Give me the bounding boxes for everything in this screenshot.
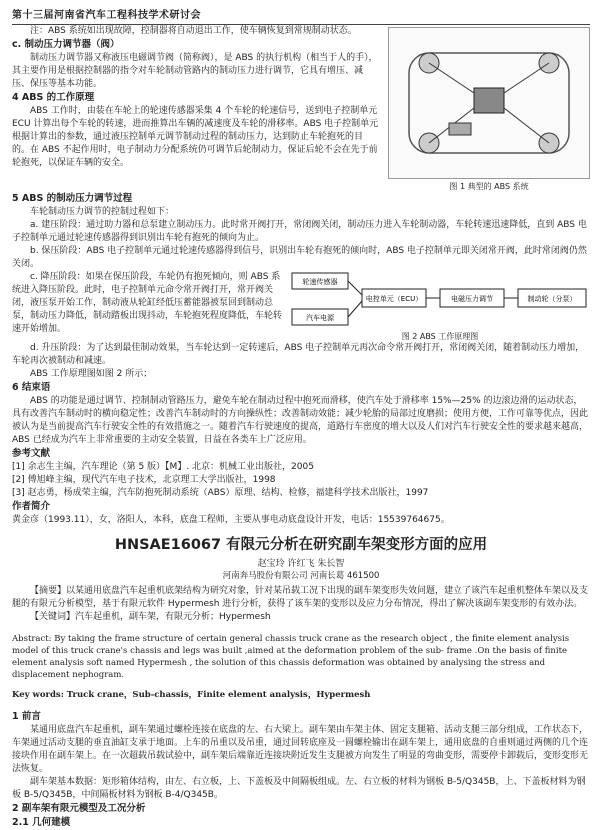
reference-item: [1] 余志生主编，汽车理论（第 5 版）【M】. 北京：机械工业出版社，2005 — [12, 462, 314, 472]
box-brake-wheel-label: 制动轮（分泵） — [527, 295, 577, 303]
references-heading: 参考文献 — [12, 448, 51, 459]
keywords-cn: 【关键词】汽车起重机，副车架，有限元分析；Hypermesh — [30, 612, 271, 622]
text-c: 制动压力调节器又称液压电磁调节阀（简称阀），是 ABS 的执行机构（相当于人的手），其主要作用是根据控制器的指令对车轮制动管路内的制动压力进行调节，它具有增压、减压、保压等基本功能。 — [12, 53, 378, 89]
text-section-6: ABS 的功能是通过调节、控制制动管路压力，避免车轮在制动过程中抱死而滑移，使汽车处于滑移率 15%—25% 的边滚边滑的运动状态，具有改善汽车制动时的横向稳定性；改善汽车制动时的方向操纵性；改善制动效能；减少轮胎的局部过度磨损；使用方便，工作可靠等优点，因此被认为是当前提高汽车行驶安全性的有效措施之一。随着汽车行驶速度的提高，道路行车密度的增大以及人们对汽车行驶安全性的要求越来越高，ABS 已经成为汽车上非常重要的主动安全装置，日益在各类车上广泛应用。 — [12, 396, 589, 445]
abstract-en: Abstract: By taking the frame structure of certain general chassis truck crane as the research object , the finite element analysis model of this truck crane's chassis and legs was built ,aimed at the deformation problem of the sub- frame .On the basis of finite element analysis soft named Hypermesh , the solution of this chassis deformation was obtained by analysing the stress and displacement nephogram. — [12, 633, 570, 680]
top-section — [12, 25, 590, 192]
ecu-block — [474, 88, 504, 113]
text-stage-d-tail: ABS 工作原理图如图 2 所示； — [30, 369, 153, 379]
box-power-label: 汽车电源 — [306, 314, 334, 322]
text-section-5-intro: 车轮制动压力调节的控制过程如下： — [30, 207, 175, 217]
figure-2 — [290, 271, 590, 342]
heading-section-6: 6 结束语 — [12, 382, 51, 393]
text-intro-2: 副车架基本数据：矩形箱体结构，由左、右立板，上、下盖板及中间隔板组成。左、右立板的材料为钢板 B-5/Q345B，上、下盖板材料为钢板 B-5/Q345B，中间隔板材料为钢板 B-4/Q345B。 — [12, 776, 586, 800]
paper-authors: 赵宝玲 许红飞 朱长智 — [257, 559, 345, 569]
left-column — [12, 25, 380, 192]
line-rr — [504, 108, 549, 143]
box-wheel-sensor-label: 轮速传感器 — [302, 278, 338, 286]
text-section-4: ABS 工作时，由装在车轮上的轮速传感器采集 4 个车轮的轮速信号，送到电子控制单元 ECU 计算出每个车轮的转速，进而推算出车辆的减速度及车轮的滑移率。ABS 电子控制单元根据计算出的参数，通过液压控制单元调节制动过程的制动压力，达到防止车轮抱死的目的。在 ABS 不起作用时，电子制动力分配系统仍可调节后轮制动力，保证后轮不会在先于前轮抱死，以保证车辆的安全。 — [12, 106, 379, 168]
abs-system-diagram — [388, 27, 590, 179]
heading-2: 2 副车架有限元模型及工况分析 — [12, 802, 146, 814]
box-pressure-mod-label: 电磁压力调节 — [451, 295, 493, 303]
figure-1 — [388, 25, 590, 192]
box-ecu-label: 电控单元（ECU） — [365, 295, 423, 303]
paper-title: HNSAE16067 有限元分析在研究副车架变形方面的应用 — [114, 537, 488, 553]
text-intro: 某通用底盘汽车起重机，副车架通过螺栓连接在底盘的左、右大梁上。副车架由车架主体、固定支腿箱、活动支腿三部分组成，工作状态下，车架通过活动支腿的垂直油缸支承于地面。上车的吊重以及吊重，通过回转底座及一圆螺栓输出在副车架上，通用底盘的自重则通过两侧的几个连接块作用在副车架上。在一次超载吊载试验中，副车架后端靠近连接块附近发生支腿被方向发生了明显的弯曲变形，需要停卡卸载后，变形变形无法恢复。 — [12, 724, 589, 774]
line-fl — [429, 63, 474, 93]
note-text: 注：ABS 系统如出现故障，控制器将自动退出工作，使车辆恢复到常规制动状态。 — [30, 26, 357, 36]
heading-1-intro: 1 前言 — [12, 710, 41, 722]
running-header: 第十三届河南省汽车工程科技学术研讨会 — [12, 6, 590, 25]
reference-item: [3] 赵志勇，杨成荣主编，汽车防抱死制动系统（ABS）原理、结构、检修，福建科学技术出版社，1997 — [12, 488, 429, 498]
arrow-sensor-ecu — [348, 281, 362, 295]
arrow-power-ecu — [348, 301, 362, 317]
reference-item: [2] 傅旭峰主编，现代汽车电子技术，北京理工大学出版社，1998 — [12, 475, 276, 485]
author-heading: 作者简介 — [12, 501, 51, 512]
modulator-block — [449, 123, 471, 135]
heading-2-1: 2.1 几何建模 — [12, 816, 71, 828]
abstract-cn: 【摘要】以某通用底盘汽车起重机底架结构为研究对象，针对某吊载工况下出现的副车架变形失效问题，建立了该汽车起重机整体车架以及支腿的有限元分析模型，基于有限元软件 Hypermesh 进行分析，获得了该车架的变形以及应力分布情况，得出了解决该副车架变形的有效办法。 — [12, 586, 589, 609]
mid-section — [12, 271, 590, 342]
figure-2-caption: 图 2 ABS 工作原理图 — [401, 332, 479, 341]
stage-c-column — [12, 271, 282, 342]
text-stage-c: c. 降压阶段：如果在保压阶段，车轮仍有抱死倾向，则 ABS 系统进入降压阶段。此时，电子控制单元命令常开阀打开，常开阀关闭，液压泵开始工作，制动液从轮缸经低压蓄能器被泵回到制动总泵，制动压力降低，制动踏板出现抖动，车轮抱死程度降低，车轮转速开始增加。 — [12, 272, 283, 334]
paper-affiliation: 河南奔马股份有限公司 河南长葛 461500 — [222, 571, 380, 581]
heading-c: c. 制动压力调节器（阀） — [12, 39, 120, 50]
heading-section-4: 4 ABS 的工作原理 — [12, 92, 95, 103]
author-bio: 黄金彦（1993.11），女，洛阳人，本科，底盘工程师，主要从事电动底盘设计开发，电话：15539764675。 — [12, 515, 450, 525]
text-stage-d: d. 升压阶段：为了达到最佳制动效果，当车轮达到一定转速后，ABS 电子控制单元再次命令常开阀打开，常闭阀关闭，随着制动压力增加，车轮再次被制动和减速。 — [12, 343, 585, 366]
line-fr — [504, 63, 549, 93]
abs-principle-diagram — [290, 271, 590, 329]
heading-section-5: 5 ABS 的制动压力调节过程 — [12, 193, 133, 204]
figure-1-caption: 图 1 典型的 ABS 系统 — [449, 182, 529, 191]
text-stage-a: a. 建压阶段：通过助力器和总泵建立制动压力。此时常开阀打开，常闭阀关闭，制动压力进入车轮制动器，车轮转速迅速降低，直到 ABS 电子控制单元通过轮速传感器得到识别出车轮有抱死的倾向为止。 — [12, 220, 587, 243]
keywords-en: Key words: Truck crane，Sub-chassis，Finite element analysis，Hypermesh — [12, 690, 371, 700]
text-stage-b: b. 保压阶段：ABS 电子控制单元通过轮速传感器得到信号，识别出车轮有抱死的倾向时，ABS 电子控制单元即关闭常开阀，此时常闭阀仍然关闭。 — [12, 246, 587, 269]
